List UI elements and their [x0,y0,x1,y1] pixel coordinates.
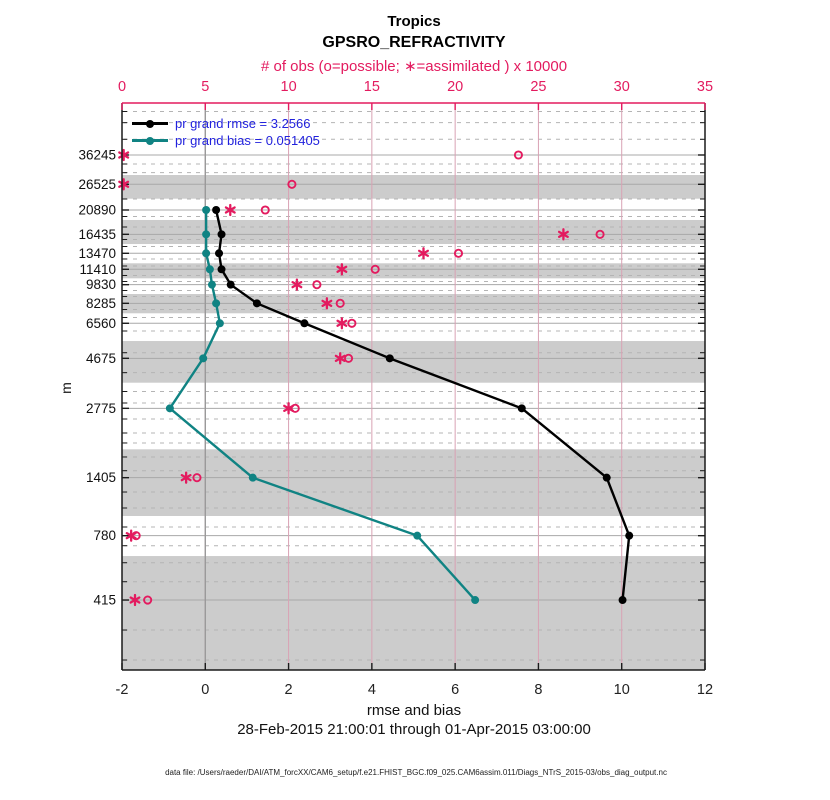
y-tick-label: 1405 [85,470,116,486]
bias-point [206,265,214,273]
x-tick-label: 10 [613,682,630,698]
top-tick-label: 25 [530,79,547,95]
top-tick-label: 20 [447,79,464,95]
y-tick-label: 4675 [85,350,116,366]
plot-subtitle: GPSRO_REFRACTIVITY [322,34,506,51]
level-band [122,556,705,670]
legend-bias-label: pr grand bias = 0.051405 [175,133,320,148]
rmse-point [253,299,261,307]
rmse-point [603,474,611,482]
x-axis-label: rmse and bias [366,702,462,719]
legend [132,115,320,149]
page-title: Tropics [387,13,441,30]
bias-point [413,532,421,540]
bias-point [202,249,210,257]
y-tick-label: 780 [93,528,116,544]
y-tick-label: 2775 [85,400,116,416]
y-tick-label: 20890 [78,202,116,218]
data-file-path: data file: /Users/raeder/DAI/ATM_forcXX/CAM6_setup/f.e21.FHIST_BGC.f09_025.CAM6assim.011/Diags_NTrS_2015-03/obs_diag_output.nc [165,768,667,777]
bias-point [202,206,210,214]
rmse-point [625,532,633,540]
level-band [122,220,705,244]
bias-marker-dot [146,137,154,145]
y-tick-label: 16435 [78,226,116,242]
rmse-point [386,354,394,362]
rmse-marker-dot [146,120,154,128]
rmse-point [300,319,308,327]
date-range-caption: 28-Feb-2015 21:00:01 through 01-Apr-2015 03:00:00 [237,721,591,738]
rmse-point [227,281,235,289]
rmse-point [212,206,220,214]
y-tick-label: 8285 [85,295,116,311]
y-tick-label: 36245 [78,147,116,163]
bias-point [208,281,216,289]
rmse-point [215,249,223,257]
bias-point [212,299,220,307]
legend-rmse-label: pr grand rmse = 3.2566 [175,116,311,131]
top-tick-label: 5 [201,79,210,95]
y-tick-label: 6560 [85,315,116,331]
x-tick-label: 4 [367,682,376,698]
top-tick-label: 35 [696,79,714,95]
top-tick-label: 15 [363,79,380,95]
top-axis-label: # of obs (o=possible; ∗=assimilated ) x 10000 [260,58,568,75]
x-tick-label: 2 [284,682,293,698]
rmse-point [218,265,226,273]
rmse-point [218,230,226,238]
bias-point [166,404,174,412]
x-tick-label: -2 [115,682,129,698]
y-tick-label: 13470 [78,245,116,261]
bias-point [471,596,479,604]
rmse-point [518,404,526,412]
y-tick-label: 415 [93,592,116,608]
top-tick-label: 0 [117,79,127,95]
y-tick-label: 11410 [79,261,116,277]
x-tick-label: 6 [451,682,460,698]
y-axis-label: m [57,382,74,394]
bias-line-sample [132,139,168,142]
x-tick-label: 0 [201,682,210,698]
x-tick-label: 12 [696,682,714,698]
bias-point [249,474,257,482]
bias-point [202,230,210,238]
top-tick-label: 30 [613,79,630,95]
legend-row-bias [132,132,320,149]
bias-point [216,319,224,327]
rmse-point [619,596,627,604]
y-tick-label: 26525 [78,176,116,192]
level-band [122,175,705,199]
legend-row-rmse [132,115,320,132]
y-tick-label: 9830 [85,277,116,293]
top-tick-label: 10 [280,79,297,95]
rmse-line-sample [132,122,168,125]
bias-point [199,354,207,362]
x-tick-label: 8 [534,682,543,698]
